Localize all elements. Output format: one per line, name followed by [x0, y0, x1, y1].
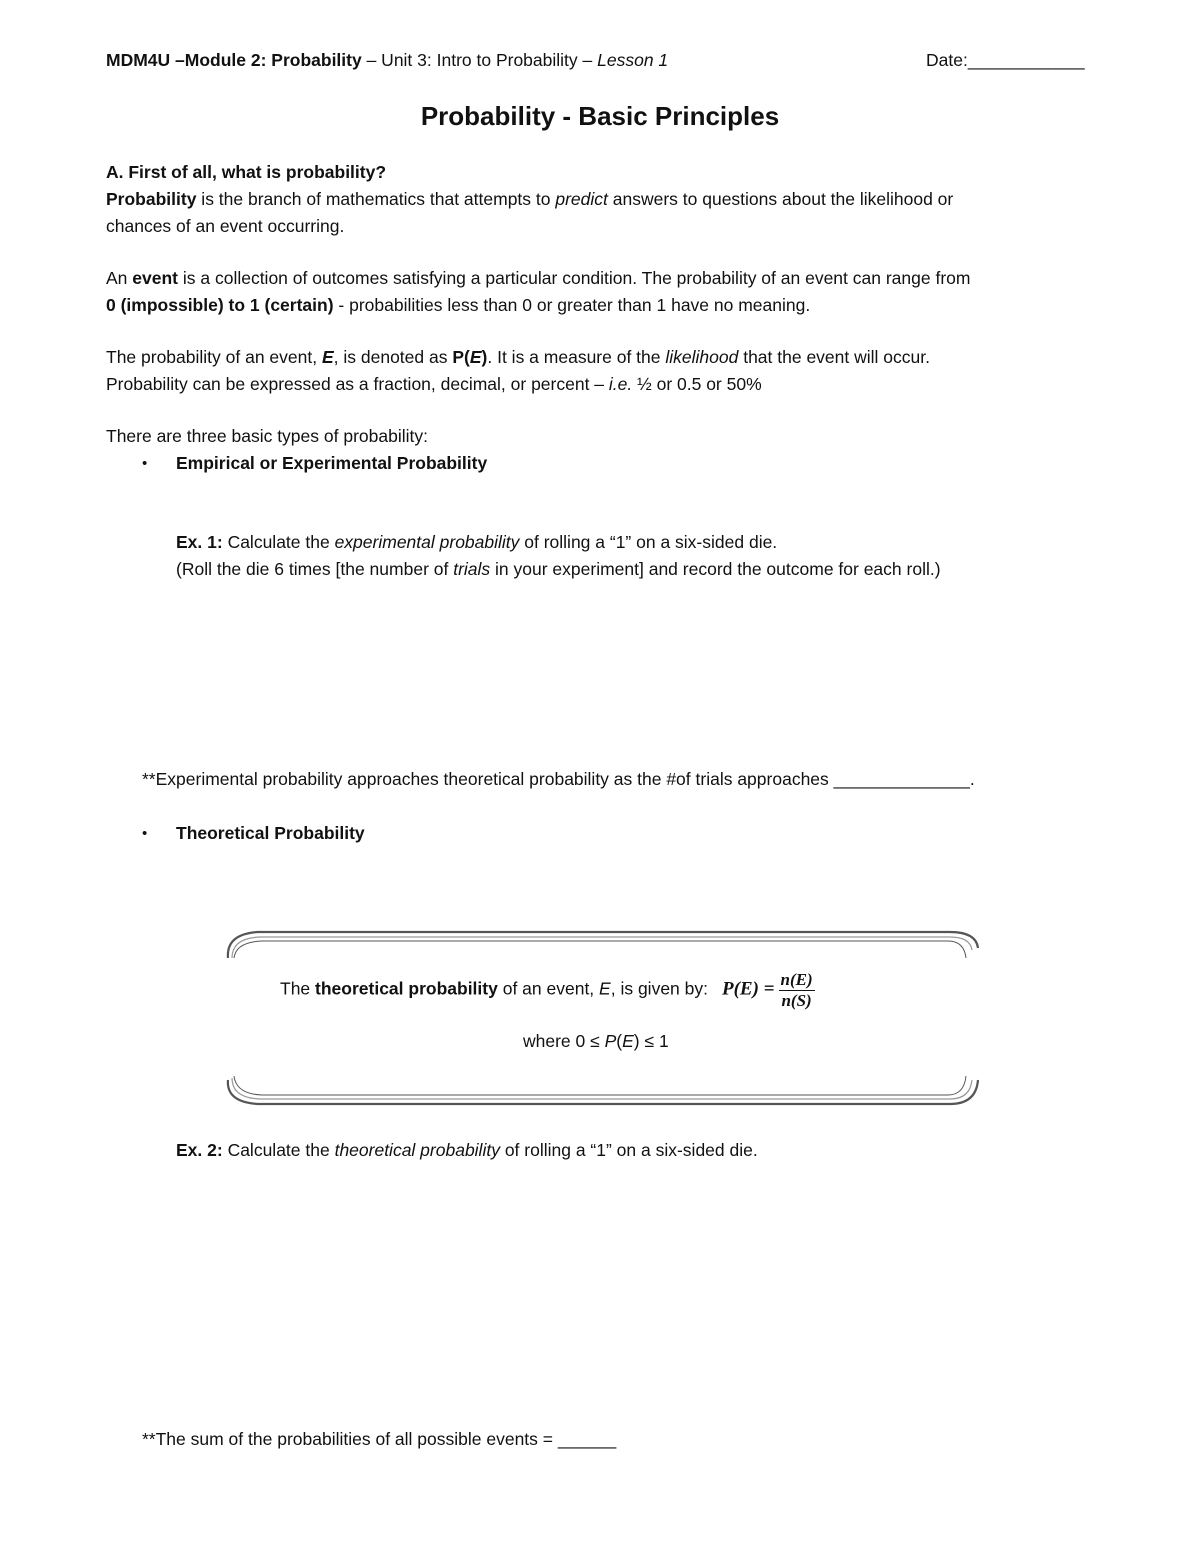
denote-e-2: E	[469, 347, 482, 367]
where-text-end: ) ≤ 1	[633, 1031, 669, 1051]
formula-numerator: n(E)	[780, 970, 813, 989]
page-title: Probability - Basic Principles	[420, 101, 780, 131]
range-text: - probabilities less than 0 or greater than 1 have no meaning.	[333, 295, 811, 315]
express-text: Probability can be expressed as a fraction, decimal, or percent –	[106, 374, 609, 394]
date-label: Date:	[926, 50, 968, 70]
event-term: event	[132, 268, 178, 288]
event-text-end: is a collection of outcomes satisfying a particular condition. The probability of an event can range from	[178, 268, 971, 288]
denote-close: )	[481, 347, 488, 367]
formula-denominator: n(S)	[781, 990, 812, 1010]
denote-text-2: , is denoted as	[333, 347, 453, 367]
ex1-instructions: (Roll the die 6 times [the number of	[176, 559, 454, 579]
where-open: (	[616, 1031, 623, 1051]
theoretical-definition	[280, 970, 815, 1010]
page-header	[106, 50, 668, 71]
box-text-2: of an event,	[497, 978, 600, 999]
denote-text: The probability of an event,	[106, 347, 322, 367]
ex1-trials: trials	[453, 559, 491, 579]
header-course-module: MDM4U –Module 2: Probability	[106, 50, 362, 70]
theoretical-heading: Theoretical Probability	[176, 823, 365, 843]
header-lesson: Lesson 1	[597, 50, 669, 70]
date-field	[926, 50, 1085, 71]
denote-p: P(	[452, 347, 470, 367]
where-e: E	[622, 1031, 634, 1051]
express-examples: ½ or 0.5 or 50%	[632, 374, 762, 394]
denote-line	[106, 347, 930, 368]
range-bold: 0 (impossible) to 1 (certain)	[106, 295, 334, 315]
ex1-instructions-end: in your experiment] and record the outcome for each roll.)	[490, 559, 941, 579]
sum-note: **The sum of the probabilities of all possible events = ______	[142, 1429, 617, 1449]
types-intro: There are three basic types of probability:	[106, 426, 428, 446]
definition-text-end: answers to questions about the likelihood or	[607, 189, 954, 209]
denote-text-3: . It is a measure of the	[487, 347, 666, 367]
date-blank: ____________	[967, 50, 1085, 70]
ex2-text: Calculate the	[222, 1140, 335, 1160]
where-p: P	[604, 1031, 617, 1051]
section-a-heading: A. First of all, what is probability?	[106, 162, 387, 182]
ex2-line	[176, 1140, 758, 1161]
ex1-text-end: of rolling a “1” on a six-sided die.	[519, 532, 778, 552]
empirical-heading: Empirical or Experimental Probability	[176, 453, 488, 473]
ex1-line-1	[176, 532, 777, 553]
formula-lhs: P(E) =	[722, 978, 775, 1000]
bullet-theoretical: •	[142, 825, 148, 842]
box-text-3: , is given by:	[610, 978, 708, 999]
express-line	[106, 374, 762, 395]
formula-fraction	[779, 970, 815, 1010]
express-ie: i.e.	[608, 374, 633, 394]
definition-text: is the branch of mathematics that attempts to	[196, 189, 556, 209]
definition-line-1	[106, 189, 953, 210]
experimental-note: **Experimental probability approaches theoretical probability as the #of trials approaches ______________.	[142, 769, 975, 789]
where-text: where 0 ≤	[523, 1031, 605, 1051]
ex1-text: Calculate the	[222, 532, 335, 552]
definition-line-2: chances of an event occurring.	[106, 216, 345, 236]
denote-e: E	[321, 347, 334, 367]
definition-term: Probability	[106, 189, 197, 209]
where-line	[523, 1031, 669, 1052]
event-line	[106, 268, 970, 289]
range-line	[106, 295, 810, 316]
denote-text-4: that the event will occur.	[738, 347, 930, 367]
ex2-label: Ex. 2:	[176, 1140, 223, 1160]
header-unit: – Unit 3: Intro to Probability –	[361, 50, 598, 70]
box-e: E	[599, 978, 611, 999]
ex1-label: Ex. 1:	[176, 532, 223, 552]
ex1-line-2	[176, 559, 941, 580]
definition-predict: predict	[555, 189, 608, 209]
event-text: An	[106, 268, 133, 288]
ex2-italic: theoretical probability	[334, 1140, 500, 1160]
bullet-empirical: •	[142, 455, 148, 472]
ex1-italic: experimental probability	[334, 532, 520, 552]
denote-likelihood: likelihood	[665, 347, 739, 367]
formula-frame	[220, 920, 990, 1115]
ex2-text-end: of rolling a “1” on a six-sided die.	[499, 1140, 758, 1160]
box-bold: theoretical probability	[315, 978, 498, 999]
box-text: The	[280, 978, 316, 999]
